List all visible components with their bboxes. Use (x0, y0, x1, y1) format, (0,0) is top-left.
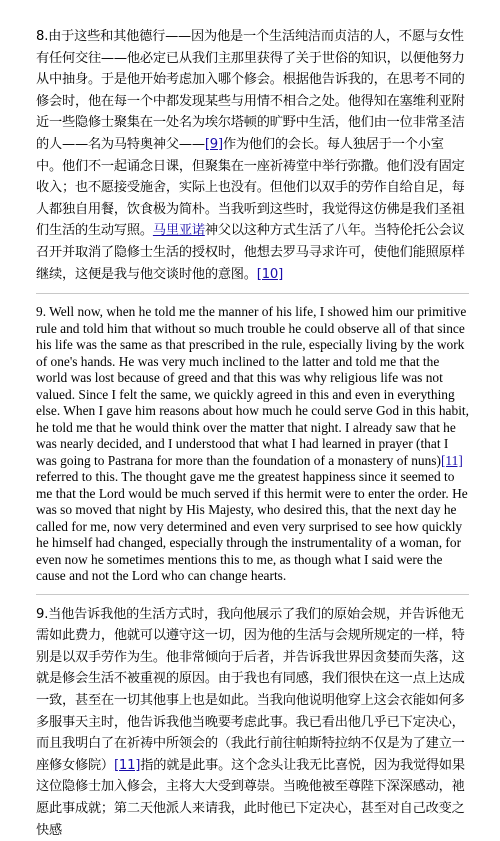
p9-zh-text-b: 指的就是此事。这个念头让我无比喜悦，因为我觉得如果这位隐修士加入修会，主将大大受到尊崇。当晚他被至尊陛下深深感动，祂愿此事成就；第二天他派人来请我，此时他已下定决心，甚至对自己改变之快感 (36, 757, 465, 838)
paragraph-9-chinese (36, 604, 469, 841)
paragraph-divider (36, 594, 469, 595)
p8-zh-text-b: 作为他们的会长。每人独居于一个小室中。他们不一起诵念日课，但聚集在一座祈祷堂中举行弥撒。他们没有固定收入；也不愿接受施舍，实际上也没有。但他们以双手的劳作自给自足，每人都独自用餐，饮食极为简朴。当我听到这些时，我觉得这仿佛是我们圣祖们生活的生动写照。 (36, 136, 465, 239)
paragraph-9-english (36, 304, 469, 585)
p9-en-text-a: 9. Well now, when he told me the manner of his life, I showed him our primitive rule and told him that without so much trouble he could observe all of that since his life was the same as that prescribed in the rule, especially living by the work of one's hands. He was very much inclined to the latter and told me that the world was lost because of greed and that this was why religious life was not valued. Since I felt the same, we quickly agreed in this and even in everything else. When I gave him reasons about how much he could serve God in this habit, he told me that he would think over the matter that night. I already saw that he was nearly decided, and I understood that what I had learned in prayer (that I was going to Pastrana for more than the foundation of a monastery of nuns) (36, 304, 469, 468)
mariano-link[interactable]: 马里亚诺 (152, 223, 205, 239)
p8-zh-text-c: 神父以这种方式生活了八年。当特伦托公会议召开并取消了隐修士生活的授权时，他想去罗马寻求许可，使他们能照原样继续，这便是我与他交谈时他的意图。 (36, 223, 465, 282)
footnote-link-10[interactable]: [10] (256, 266, 284, 282)
paragraph-divider (36, 293, 469, 294)
footnote-link-11[interactable]: [11] (440, 452, 463, 468)
paragraph-8-chinese (36, 26, 469, 285)
p8-zh-text-a: 8.由于这些和其他德行——因为他是一个生活纯洁而贞洁的人，不愿与女性有任何交往——他必定已从我们主那里获得了关于世俗的知识，以便他努力从中抽身。于是他开始考虑加入哪个修会。根据他告诉我的，在思考不同的修会时，他在每一个中都发现某些与用情不相合之处。他得知在塞维利亚附近一些隐修士聚集在一处名为埃尔塔顿的旷野中生活，他们由一位非常圣洁的人——名为马特奥神父—— (36, 29, 465, 152)
p9-zh-text-a: 9.当他告诉我他的生活方式时，我向他展示了我们的原始会规，并告诉他无需如此费力，他就可以遵守这一切，因为他的生活与会规所规定的一样，特别是以双手劳作为生。他非常倾向于后者，并告诉我世界因贪婪而失落，这就是修会生活不被重视的原因。由于我也有同感，我们很快在这一点上达成一致，甚至在一切其他事上也是如此。当我向他说明他穿上这会衣能如何多多服事天主时，他告诉我他当晚要考虑此事。我已看出他几乎已下定决心，而且我明白了在祈祷中所领会的（我此行前往帕斯特拉纳不仅是为了建立一座修女修院） (36, 606, 465, 773)
p9-en-text-b: referred to this. The thought gave me the greatest happiness since it seemed to me that the Lord would be much served if this hermit were to enter the order. He was so moved that night by His Majesty, who desired this, that the next day he called for me, now very determined and even very surprised to see how quickly he himself had changed, especially through the instrumentality of a woman, for even now he sometimes mentions this to me, as though what I said were the cause and not the Lord who can change hearts. (36, 469, 468, 584)
document-page (36, 26, 469, 841)
footnote-link-9[interactable]: [9] (204, 136, 223, 152)
footnote-link-11-zh[interactable]: [11] (113, 757, 141, 773)
